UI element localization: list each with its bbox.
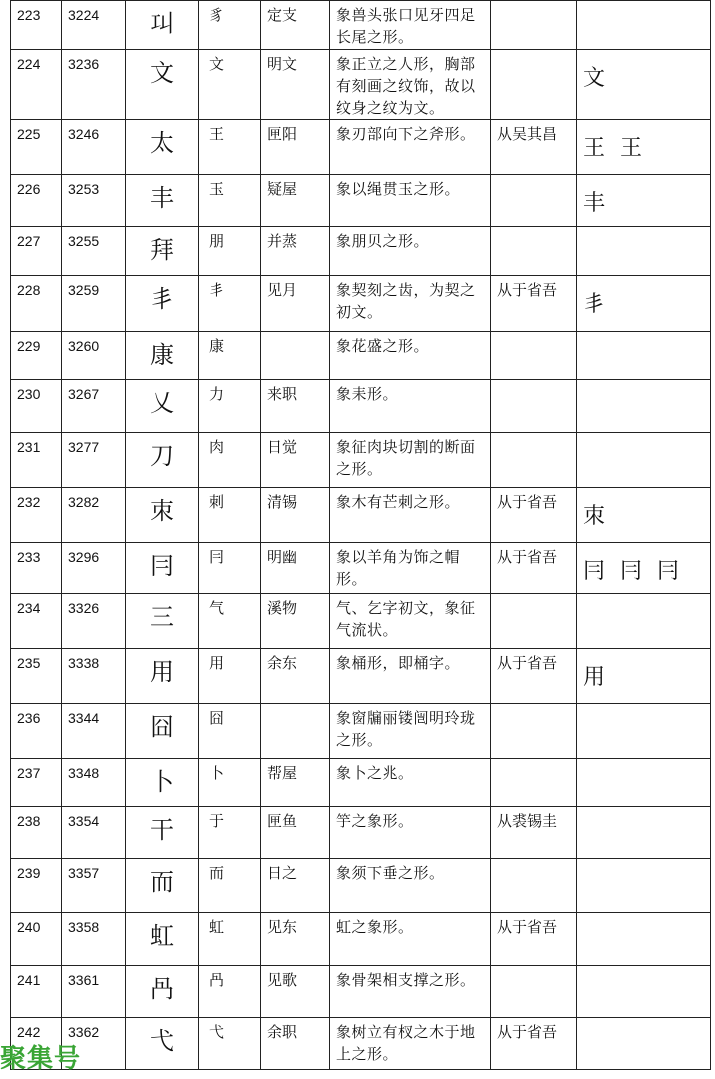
modern-character: 于 <box>199 807 261 859</box>
phonetic-sign: 定支 <box>261 1 330 50</box>
row-code: 3357 <box>62 859 126 913</box>
oracle-glyph: 囧 <box>126 704 199 759</box>
row-code: 3296 <box>62 543 126 594</box>
variant-glyphs <box>577 704 711 759</box>
table-row <box>11 966 711 1018</box>
phonetic-sign: 明幽 <box>261 543 330 594</box>
table-row <box>11 175 711 227</box>
oracle-glyph: 𢀙 <box>126 1 199 50</box>
modern-character: 豸 <box>199 1 261 50</box>
table-row <box>11 913 711 966</box>
variant-glyphs <box>577 966 711 1018</box>
row-index: 241 <box>11 966 62 1018</box>
explanation-text: 象耒形。 <box>330 380 491 433</box>
modern-character: 刺 <box>199 488 261 543</box>
row-index: 225 <box>11 120 62 175</box>
oracle-glyph: 丰 <box>126 175 199 227</box>
row-code: 3282 <box>62 488 126 543</box>
source-attribution <box>491 380 577 433</box>
oracle-glyph: 文 <box>126 50 199 120</box>
source-attribution <box>491 966 577 1018</box>
phonetic-sign: 疑屋 <box>261 175 330 227</box>
source-attribution: 从于省吾 <box>491 488 577 543</box>
source-attribution <box>491 227 577 276</box>
oracle-glyph: 康 <box>126 332 199 380</box>
source-attribution <box>491 1 577 50</box>
row-code: 3259 <box>62 276 126 332</box>
phonetic-sign: 见东 <box>261 913 330 966</box>
phonetic-sign: 日觉 <box>261 433 330 488</box>
variant-glyphs: 王 王 <box>577 120 711 175</box>
modern-character: 气 <box>199 594 261 649</box>
row-index: 242 <box>11 1018 62 1070</box>
phonetic-sign: 明文 <box>261 50 330 120</box>
explanation-text: 气、乞字初文，象征气流状。 <box>330 594 491 649</box>
row-index: 227 <box>11 227 62 276</box>
row-code: 3348 <box>62 759 126 807</box>
oracle-glyph: 卜 <box>126 759 199 807</box>
variant-glyphs <box>577 380 711 433</box>
explanation-text: 象须下垂之形。 <box>330 859 491 913</box>
modern-character: 力 <box>199 380 261 433</box>
phonetic-sign <box>261 332 330 380</box>
variant-glyphs <box>577 759 711 807</box>
row-index: 228 <box>11 276 62 332</box>
explanation-text: 象骨架相支撑之形。 <box>330 966 491 1018</box>
explanation-text: 象窗牖丽镂闿明玲珑之形。 <box>330 704 491 759</box>
row-index: 233 <box>11 543 62 594</box>
source-attribution <box>491 594 577 649</box>
oracle-glyph: 虹 <box>126 913 199 966</box>
row-code: 3267 <box>62 380 126 433</box>
table-row <box>11 807 711 859</box>
variant-glyphs: 丯 <box>577 276 711 332</box>
row-code: 3246 <box>62 120 126 175</box>
phonetic-sign: 帮屋 <box>261 759 330 807</box>
source-attribution <box>491 433 577 488</box>
oracle-glyph: 丯 <box>126 276 199 332</box>
table-row <box>11 1018 711 1070</box>
phonetic-sign: 见月 <box>261 276 330 332</box>
variant-glyphs <box>577 332 711 380</box>
explanation-text: 象契刻之齿，为契之初文。 <box>330 276 491 332</box>
source-attribution: 从于省吾 <box>491 543 577 594</box>
source-attribution <box>491 332 577 380</box>
row-code: 3358 <box>62 913 126 966</box>
row-code: 3260 <box>62 332 126 380</box>
explanation-text: 象刃部向下之斧形。 <box>330 120 491 175</box>
source-attribution <box>491 759 577 807</box>
table-body <box>11 1 711 1070</box>
modern-character: 虹 <box>199 913 261 966</box>
explanation-text: 象兽头张口见牙四足长尾之形。 <box>330 1 491 50</box>
row-code: 3362 <box>62 1018 126 1070</box>
oracle-glyph: 三 <box>126 594 199 649</box>
modern-character: 卜 <box>199 759 261 807</box>
explanation-text: 象征肉块切割的断面之形。 <box>330 433 491 488</box>
row-index: 235 <box>11 649 62 704</box>
row-index: 237 <box>11 759 62 807</box>
variant-glyphs: 丰 <box>577 175 711 227</box>
variant-glyphs <box>577 433 711 488</box>
variant-glyphs <box>577 227 711 276</box>
phonetic-sign: 见歌 <box>261 966 330 1018</box>
row-index: 234 <box>11 594 62 649</box>
modern-character: 文 <box>199 50 261 120</box>
source-attribution <box>491 175 577 227</box>
row-code: 3255 <box>62 227 126 276</box>
source-attribution <box>491 704 577 759</box>
phonetic-sign <box>261 704 330 759</box>
source-attribution: 从于省吾 <box>491 913 577 966</box>
row-index: 236 <box>11 704 62 759</box>
modern-character: 而 <box>199 859 261 913</box>
table-row <box>11 649 711 704</box>
row-code: 3236 <box>62 50 126 120</box>
phonetic-sign: 并蒸 <box>261 227 330 276</box>
table-row <box>11 120 711 175</box>
table-row <box>11 488 711 543</box>
table-row <box>11 1 711 50</box>
row-index: 230 <box>11 380 62 433</box>
modern-character: 朋 <box>199 227 261 276</box>
phonetic-sign: 来职 <box>261 380 330 433</box>
variant-glyphs: 冃 冃 冃 <box>577 543 711 594</box>
modern-character: 丯 <box>199 276 261 332</box>
table-row <box>11 332 711 380</box>
source-attribution: 从于省吾 <box>491 1018 577 1070</box>
oracle-glyph: 干 <box>126 807 199 859</box>
row-index: 224 <box>11 50 62 120</box>
oracle-glyph: 冎 <box>126 966 199 1018</box>
explanation-text: 象以羊角为饰之帽形。 <box>330 543 491 594</box>
oracle-glyph: 刀 <box>126 433 199 488</box>
phonetic-sign: 匣阳 <box>261 120 330 175</box>
variant-glyphs: 朿 <box>577 488 711 543</box>
row-code: 3361 <box>62 966 126 1018</box>
oracle-glyph: 冃 <box>126 543 199 594</box>
row-code: 3354 <box>62 807 126 859</box>
variant-glyphs <box>577 807 711 859</box>
oracle-glyph: 而 <box>126 859 199 913</box>
table-row <box>11 276 711 332</box>
explanation-text: 竽之象形。 <box>330 807 491 859</box>
explanation-text: 象木有芒刺之形。 <box>330 488 491 543</box>
source-attribution <box>491 859 577 913</box>
explanation-text: 象卜之兆。 <box>330 759 491 807</box>
source-attribution: 从裘锡圭 <box>491 807 577 859</box>
modern-character: 冃 <box>199 543 261 594</box>
variant-glyphs: 文 <box>577 50 711 120</box>
source-attribution: 从于省吾 <box>491 276 577 332</box>
table-row <box>11 433 711 488</box>
oracle-glyph: 拜 <box>126 227 199 276</box>
row-code: 3224 <box>62 1 126 50</box>
row-index: 238 <box>11 807 62 859</box>
explanation-text: 象正立之人形，胸部有刻画之纹饰，故以纹身之纹为文。 <box>330 50 491 120</box>
oracle-glyph: 朿 <box>126 488 199 543</box>
source-attribution: 从吴其昌 <box>491 120 577 175</box>
oracle-character-table <box>10 0 711 1070</box>
variant-glyphs <box>577 1018 711 1070</box>
explanation-text: 虹之象形。 <box>330 913 491 966</box>
modern-character: 肉 <box>199 433 261 488</box>
table-row <box>11 759 711 807</box>
explanation-text: 象桶形，即桶字。 <box>330 649 491 704</box>
table-row <box>11 704 711 759</box>
variant-glyphs <box>577 594 711 649</box>
row-code: 3338 <box>62 649 126 704</box>
modern-character: 康 <box>199 332 261 380</box>
modern-character: 王 <box>199 120 261 175</box>
phonetic-sign: 清锡 <box>261 488 330 543</box>
explanation-text: 象朋贝之形。 <box>330 227 491 276</box>
table-row <box>11 380 711 433</box>
explanation-text: 象花盛之形。 <box>330 332 491 380</box>
row-index: 232 <box>11 488 62 543</box>
phonetic-sign: 日之 <box>261 859 330 913</box>
row-index: 226 <box>11 175 62 227</box>
row-index: 223 <box>11 1 62 50</box>
modern-character: 冎 <box>199 966 261 1018</box>
row-code: 3326 <box>62 594 126 649</box>
variant-glyphs <box>577 1 711 50</box>
source-attribution: 从于省吾 <box>491 649 577 704</box>
explanation-text: 象树立有杈之木于地上之形。 <box>330 1018 491 1070</box>
oracle-glyph: 乂 <box>126 380 199 433</box>
source-attribution <box>491 50 577 120</box>
row-index: 229 <box>11 332 62 380</box>
row-code: 3277 <box>62 433 126 488</box>
variant-glyphs: 用 <box>577 649 711 704</box>
row-index: 240 <box>11 913 62 966</box>
watermark: 聚集号 <box>0 1044 82 1074</box>
variant-glyphs <box>577 859 711 913</box>
modern-character: 用 <box>199 649 261 704</box>
table-row <box>11 227 711 276</box>
oracle-glyph: 太 <box>126 120 199 175</box>
phonetic-sign: 匣鱼 <box>261 807 330 859</box>
oracle-glyph: 用 <box>126 649 199 704</box>
phonetic-sign: 余职 <box>261 1018 330 1070</box>
oracle-glyph: 弋 <box>126 1018 199 1070</box>
modern-character: 玉 <box>199 175 261 227</box>
row-index: 239 <box>11 859 62 913</box>
table-row <box>11 859 711 913</box>
row-code: 3253 <box>62 175 126 227</box>
phonetic-sign: 余东 <box>261 649 330 704</box>
row-index: 231 <box>11 433 62 488</box>
variant-glyphs <box>577 913 711 966</box>
table-row <box>11 594 711 649</box>
table-row <box>11 543 711 594</box>
table-row <box>11 50 711 120</box>
modern-character: 弋 <box>199 1018 261 1070</box>
modern-character: 囧 <box>199 704 261 759</box>
row-code: 3344 <box>62 704 126 759</box>
phonetic-sign: 溪物 <box>261 594 330 649</box>
explanation-text: 象以绳贯玉之形。 <box>330 175 491 227</box>
